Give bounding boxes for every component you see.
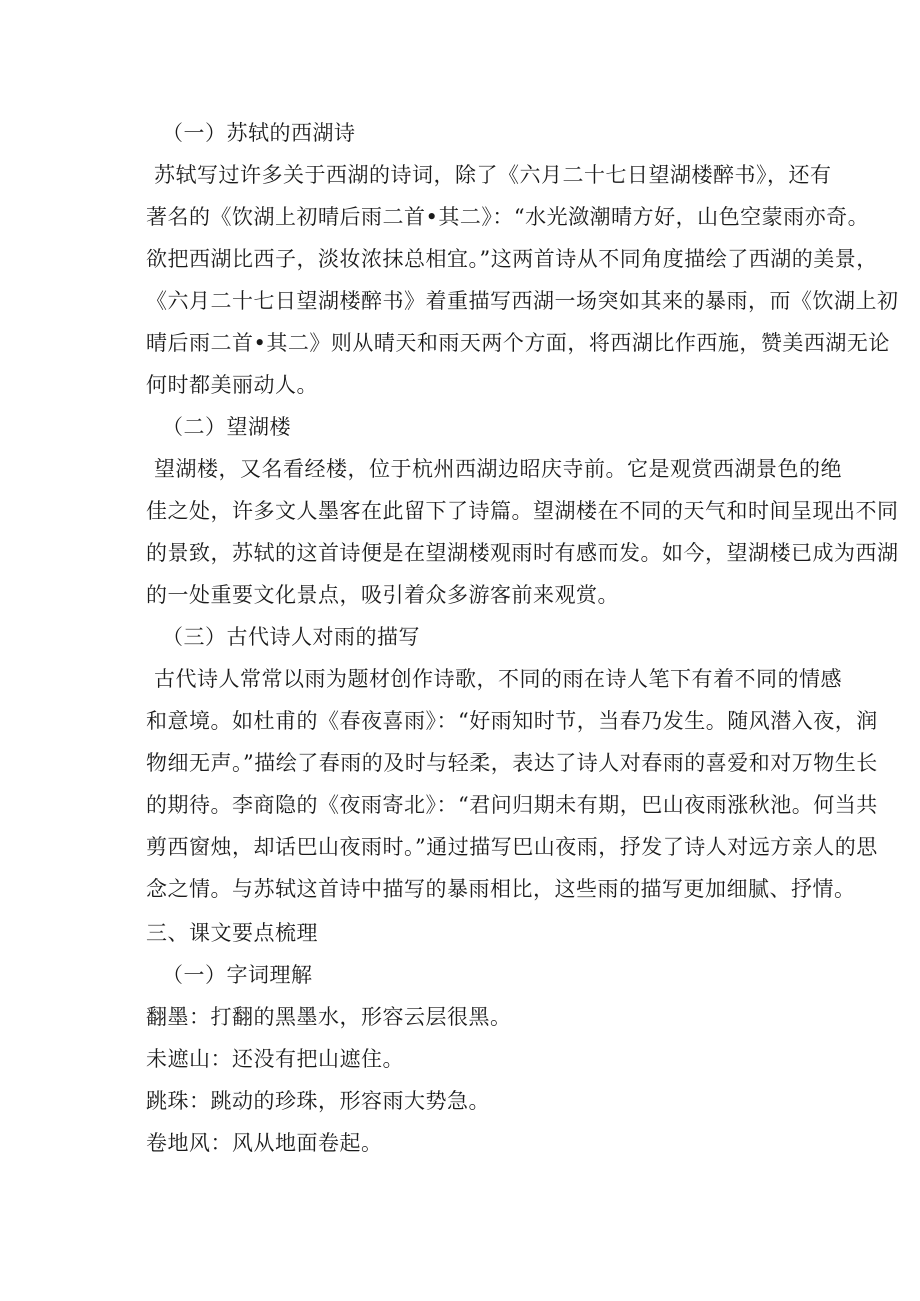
paragraph-line: 的一处重要文化景点，吸引着众多游客前来观赏。: [146, 583, 619, 607]
paragraph-line: 念之情。与苏轼这首诗中描写的暴雨相比，这些雨的描写更加细腻、抒情。: [146, 877, 856, 901]
paragraph-line: 物细无声。”描绘了春雨的及时与轻柔，表达了诗人对春雨的喜爱和对万物生长: [146, 751, 878, 775]
paragraph-line: 的期待。李商隐的《夜雨寄北》：“君问归期未有期，巴山夜雨涨秋池。何当共: [146, 793, 878, 817]
paragraph-line: 《六月二十七日望湖楼醉书》着重描写西湖一场突如其来的暴雨，而《饮湖上初: [146, 289, 899, 313]
paragraph-line: 的景致，苏轼的这首诗便是在望湖楼观雨时有感而发。如今，望湖楼已成为西湖: [146, 541, 899, 565]
glossary-item: 卷地风：风从地面卷起。: [146, 1131, 383, 1155]
paragraph-line: 著名的《饮湖上初晴后雨二首•其二》：“水光潋潮晴方好，山色空蒙雨亦奇。: [146, 205, 870, 229]
paragraph-line: 和意境。如杜甫的《春夜喜雨》：“好雨知时节，当春乃发生。随风潜入夜，润: [146, 709, 878, 733]
section-heading-wanghu-tower: （二）望湖楼: [162, 415, 291, 439]
paragraph-line: 欲把西湖比西子，淡妆浓抹总相宜。”这两首诗从不同角度描绘了西湖的美景，: [146, 247, 878, 271]
section-heading-rain-poetry: （三）古代诗人对雨的描写: [162, 625, 420, 649]
glossary-item: 未遮山：还没有把山遮住。: [146, 1047, 404, 1071]
paragraph-line: 古代诗人常常以雨为题材创作诗歌，不同的雨在诗人笔下有着不同的情感: [154, 667, 842, 691]
paragraph-line: 望湖楼，又名看经楼，位于杭州西湖边昭庆寺前。它是观赏西湖景色的绝: [154, 457, 842, 481]
part-heading-key-points: 三、课文要点梳理: [146, 921, 318, 945]
paragraph-line: 苏轼写过许多关于西湖的诗词，除了《六月二十七日望湖楼醉书》，还有: [154, 163, 832, 187]
sub-heading-vocabulary: （一）字词理解: [162, 963, 313, 987]
section-heading-su-shi-poems: （一）苏轼的西湖诗: [162, 121, 356, 145]
paragraph-line: 佳之处，许多文人墨客在此留下了诗篇。望湖楼在不同的天气和时间呈现出不同: [146, 499, 899, 523]
paragraph-line: 晴后雨二首•其二》则从晴天和雨天两个方面，将西湖比作西施，赞美西湖无论: [146, 331, 890, 355]
paragraph-line: 何时都美丽动人。: [146, 373, 318, 397]
glossary-item: 翻墨：打翻的黑墨水，形容云层很黑。: [146, 1005, 512, 1029]
glossary-item: 跳珠：跳动的珍珠，形容雨大势急。: [146, 1089, 490, 1113]
paragraph-line: 剪西窗烛，却话巴山夜雨时。”通过描写巴山夜雨，抒发了诗人对远方亲人的思: [146, 835, 878, 859]
